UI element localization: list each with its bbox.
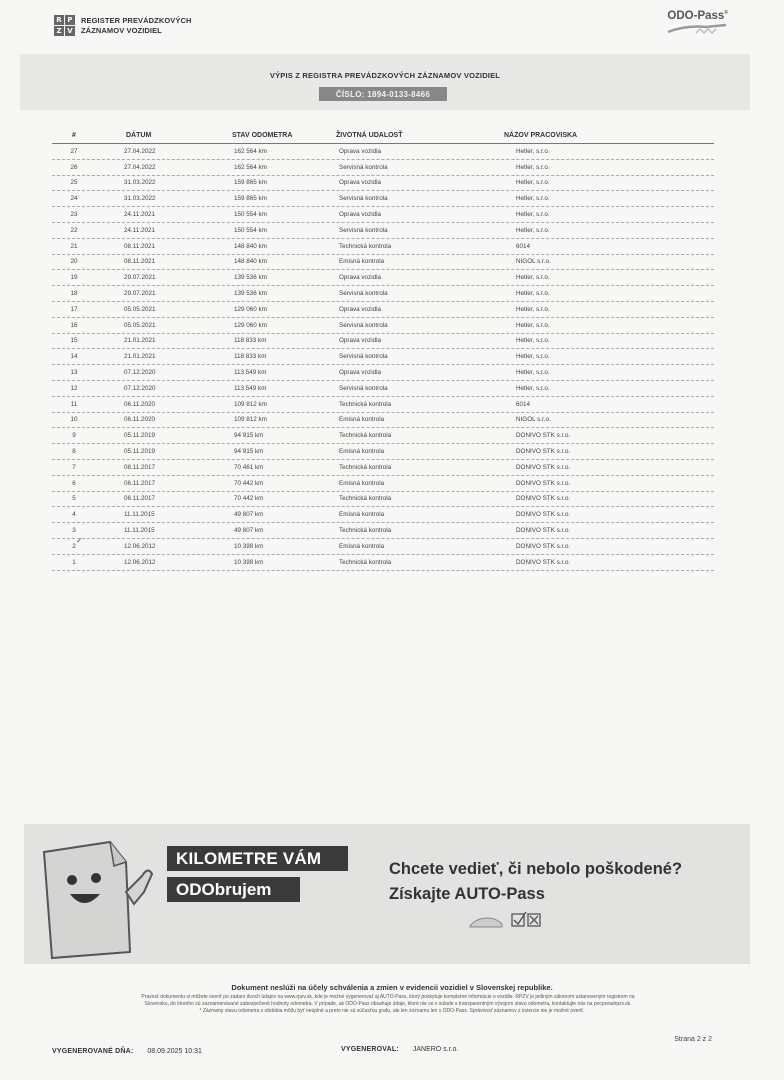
row-date: 29.07.2021 bbox=[124, 274, 156, 282]
row-event: Oprava vozidla bbox=[339, 305, 381, 313]
row-date: 06.11.2020 bbox=[124, 400, 156, 408]
row-event: Oprava vozidla bbox=[339, 337, 381, 345]
row-number: 9 bbox=[72, 432, 76, 440]
row-number: 26 bbox=[70, 163, 78, 171]
row-event: Servisná kontrola bbox=[339, 195, 388, 203]
row-event: Technická kontrola bbox=[339, 400, 392, 408]
row-workplace: 6014 bbox=[516, 242, 531, 250]
row-odometer: 118 833 km bbox=[234, 353, 267, 361]
row-workplace: Hetler, s.r.o. bbox=[516, 274, 550, 282]
generated-date-value: 08.09.2025 10:31 bbox=[147, 1048, 202, 1055]
row-event: Servisná kontrola bbox=[339, 321, 388, 329]
row-number: 7 bbox=[72, 463, 76, 471]
row-number: 22 bbox=[70, 226, 78, 234]
row-event: Emisná kontrola bbox=[339, 258, 385, 266]
row-workplace: Hetler, s.r.o. bbox=[516, 163, 550, 171]
row-date: 05.05.2021 bbox=[124, 321, 156, 329]
row-workplace: DONIVO STK s.r.o. bbox=[516, 558, 571, 566]
row-workplace: DONIVO STK s.r.o. bbox=[516, 432, 571, 440]
generated-by bbox=[341, 1046, 458, 1053]
rpzv-letter-z: Z bbox=[54, 26, 64, 36]
row-event: Oprava vozidla bbox=[339, 211, 381, 219]
row-date: 05.05.2021 bbox=[124, 305, 156, 313]
row-workplace: DONIVO STK s.r.o. bbox=[516, 495, 571, 503]
row-event: Servisná kontrola bbox=[339, 353, 388, 361]
registry-logo bbox=[54, 15, 192, 36]
row-odometer: 162 564 km bbox=[234, 163, 267, 171]
rpzv-letter-r: R bbox=[54, 15, 64, 25]
row-odometer: 113 549 km bbox=[234, 384, 267, 392]
table-row bbox=[52, 286, 714, 302]
row-event: Technická kontrola bbox=[339, 463, 392, 471]
row-workplace: DONIVO STK s.r.o. bbox=[516, 542, 571, 550]
table-row bbox=[52, 381, 714, 397]
row-date: 12.06.2012 bbox=[124, 558, 156, 566]
footer-small-line-1: Pravosť dokumentu si môžete overiť po zadaní dvoch údajov na www.rpzv.sk, kde je možné vygenerovať aj AUTO-Pass, ktorý poskytuje kompletné informácie o vozidle. RPZV je jediným zákonom ustanoveným registrom na bbox=[141, 994, 635, 1000]
row-event: Technická kontrola bbox=[339, 432, 392, 440]
row-event: Oprava vozidla bbox=[339, 147, 381, 155]
row-odometer: 70 442 km bbox=[234, 495, 264, 503]
row-date: 31.03.2022 bbox=[124, 195, 156, 203]
row-date: 05.11.2019 bbox=[124, 448, 156, 456]
row-date: 06.11.2020 bbox=[124, 416, 156, 424]
odometer-mascot-icon bbox=[30, 832, 160, 962]
generated-by-value: JANERO s.r.o. bbox=[412, 1046, 459, 1053]
row-event: Oprava vozidla bbox=[339, 369, 381, 377]
row-event: Emisná kontrola bbox=[339, 511, 385, 519]
row-odometer: 129 060 km bbox=[234, 321, 267, 329]
pen-mark-icon: ✓ bbox=[76, 536, 83, 545]
row-odometer: 109 812 km bbox=[234, 416, 267, 424]
table-row bbox=[52, 507, 714, 523]
row-odometer: 109 812 km bbox=[234, 400, 267, 408]
odo-pass-registered-mark: ® bbox=[724, 10, 728, 17]
row-date: 11.11.2015 bbox=[124, 527, 155, 535]
registry-line-2: ZÁZNAMOV VOZIDIEL bbox=[81, 25, 162, 35]
row-date: 24.11.2021 bbox=[124, 226, 156, 234]
row-workplace: DONIVO STK s.r.o. bbox=[516, 448, 571, 456]
table-row bbox=[52, 239, 714, 255]
row-number: 27 bbox=[70, 147, 78, 155]
row-event: Emisná kontrola bbox=[339, 416, 385, 424]
footer-verification-text bbox=[58, 994, 718, 1007]
row-workplace: DONIVO STK s.r.o. bbox=[516, 527, 571, 535]
row-number: 15 bbox=[70, 337, 78, 345]
row-workplace: Hetler, s.r.o. bbox=[516, 226, 550, 234]
row-date: 05.11.2019 bbox=[124, 432, 156, 440]
row-date: 06.11.2017 bbox=[124, 495, 156, 503]
row-odometer: 162 564 km bbox=[234, 147, 267, 155]
row-date: 21.01.2021 bbox=[124, 353, 156, 361]
table-body bbox=[52, 144, 714, 571]
row-number: 8 bbox=[72, 448, 76, 456]
table-row bbox=[52, 160, 714, 176]
generated-by-label: VYGENEROVAL: bbox=[341, 1046, 399, 1053]
banner-question: Chcete vedieť, či nebolo poškodené? bbox=[389, 860, 683, 878]
row-number: 25 bbox=[70, 179, 78, 187]
row-odometer: 70 442 km bbox=[234, 479, 264, 487]
header-number: # bbox=[72, 131, 76, 139]
title-band bbox=[20, 54, 750, 110]
table-row bbox=[52, 460, 714, 476]
row-odometer: 49 807 km bbox=[234, 511, 264, 519]
row-number: 14 bbox=[70, 353, 78, 361]
document-title: VÝPIS Z REGISTRA PREVÁDZKOVÝCH ZÁZNAMOV VOZIDIEL bbox=[269, 71, 501, 80]
car-check-icon bbox=[466, 910, 556, 932]
row-number: 5 bbox=[72, 495, 76, 503]
row-date: 08.11.2017 bbox=[124, 463, 156, 471]
row-date: 08.11.2021 bbox=[124, 258, 156, 266]
banner-km-line: KILOMETRE VÁM bbox=[167, 846, 348, 871]
table-row bbox=[52, 539, 714, 555]
row-event: Emisná kontrola bbox=[339, 448, 385, 456]
row-date: 07.12.2020 bbox=[124, 384, 156, 392]
table-row bbox=[52, 444, 714, 460]
row-workplace: Hetler, s.r.o. bbox=[516, 321, 550, 329]
registry-line-1: REGISTER PREVÁDZKOVÝCH bbox=[81, 15, 192, 25]
header-odometer: STAV ODOMETRA bbox=[232, 131, 293, 139]
row-number: 3 bbox=[72, 527, 76, 535]
row-workplace: NIGOL s.r.o. bbox=[516, 416, 551, 424]
row-event: Oprava vozidla bbox=[339, 179, 381, 187]
row-number: 13 bbox=[70, 369, 78, 377]
header-date: DÁTUM bbox=[126, 131, 152, 139]
table-row bbox=[52, 176, 714, 192]
row-date: 29.07.2021 bbox=[124, 290, 156, 298]
row-event: Technická kontrola bbox=[339, 558, 392, 566]
document-number-badge: ČÍSLO: 1894-0133-8466 bbox=[319, 87, 447, 101]
row-event: Emisná kontrola bbox=[339, 479, 385, 487]
generated-date bbox=[52, 1048, 202, 1055]
odo-pass-brand bbox=[666, 10, 728, 22]
table-row bbox=[52, 476, 714, 492]
row-number: 6 bbox=[72, 479, 76, 487]
table-row bbox=[52, 223, 714, 239]
row-number: 24 bbox=[70, 195, 78, 203]
row-event: Oprava vozidla bbox=[339, 274, 381, 282]
row-date: 06.11.2017 bbox=[124, 479, 156, 487]
banner-odo-line: ODObrujem bbox=[167, 877, 300, 902]
table-row bbox=[52, 255, 714, 271]
row-workplace: Hetler, s.r.o. bbox=[516, 290, 550, 298]
row-event: Servisná kontrola bbox=[339, 290, 388, 298]
row-date: 08.11.2021 bbox=[124, 242, 156, 250]
odo-pass-swoosh-icon bbox=[666, 23, 728, 35]
odometer-records-table bbox=[52, 127, 714, 571]
promo-banner bbox=[24, 824, 750, 964]
row-workplace: Hetler, s.r.o. bbox=[516, 369, 550, 377]
table-row bbox=[52, 349, 714, 365]
table-row bbox=[52, 318, 714, 334]
rpzv-letter-p: P bbox=[65, 15, 75, 25]
table-row bbox=[52, 270, 714, 286]
table-row bbox=[52, 207, 714, 223]
row-number: 12 bbox=[70, 384, 78, 392]
table-row bbox=[52, 365, 714, 381]
table-row bbox=[52, 492, 714, 508]
row-number: 18 bbox=[70, 290, 78, 298]
odo-pass-logo bbox=[666, 10, 728, 35]
row-date: 07.12.2020 bbox=[124, 369, 156, 377]
row-event: Servisná kontrola bbox=[339, 384, 388, 392]
row-number: 1 bbox=[72, 558, 76, 566]
row-event: Technická kontrola bbox=[339, 527, 392, 535]
row-workplace: 6014 bbox=[516, 400, 531, 408]
registry-name bbox=[81, 16, 192, 36]
row-odometer: 159 865 km bbox=[234, 179, 267, 187]
table-header bbox=[52, 127, 714, 144]
table-row bbox=[52, 191, 714, 207]
row-odometer: 129 060 km bbox=[234, 305, 267, 313]
table-row bbox=[52, 397, 714, 413]
row-workplace: Hetler, s.r.o. bbox=[516, 353, 550, 361]
row-odometer: 113 549 km bbox=[234, 369, 267, 377]
footer-star-note: * Záznamy stavu odometra z obdobia môžu byť neúplné a preto nie sú súčasťou grafu, ale len zoznamu len v ODO-Pass. Správnosť záznamov z inzercie nie je možné overiť. bbox=[199, 1008, 585, 1014]
page-number: Strana 2 z 2 bbox=[674, 1036, 712, 1043]
table-row bbox=[52, 523, 714, 539]
row-date: 27.04.2022 bbox=[124, 163, 156, 171]
row-number: 21 bbox=[70, 242, 78, 250]
row-date: 24.11.2021 bbox=[124, 211, 156, 219]
row-number: 11 bbox=[70, 400, 78, 408]
table-row bbox=[52, 555, 714, 571]
row-number: 2 bbox=[72, 542, 76, 550]
row-odometer: 139 536 km bbox=[234, 274, 267, 282]
row-odometer: 148 840 km bbox=[234, 242, 267, 250]
row-number: 16 bbox=[70, 321, 78, 329]
row-workplace: Hetler, s.r.o. bbox=[516, 305, 550, 313]
row-workplace: Hetler, s.r.o. bbox=[516, 179, 550, 187]
row-number: 20 bbox=[70, 258, 78, 266]
row-number: 23 bbox=[70, 211, 78, 219]
row-number: 10 bbox=[70, 416, 78, 424]
footer-small-line-2: Slovensku, do ktorého sú zaznamenávané zabezpečené hodnoty odometra. V prípade, ak ODO-Pass obsahuje údaje, ktoré nie sú v súlade s transparentným vývojom stavu odometra, kontaktujte nás na pocporadrpzv.sk. bbox=[144, 1000, 632, 1007]
row-odometer: 150 554 km bbox=[234, 211, 267, 219]
header-workplace: NÁZOV PRACOVISKA bbox=[504, 131, 578, 139]
row-number: 17 bbox=[70, 305, 78, 313]
row-workplace: Hetler, s.r.o. bbox=[516, 337, 550, 345]
odo-pass-brand-text: ODO-Pass bbox=[667, 10, 725, 22]
row-odometer: 94 915 km bbox=[234, 432, 264, 440]
row-odometer: 94 915 km bbox=[234, 448, 264, 456]
table-row bbox=[52, 302, 714, 318]
row-number: 4 bbox=[72, 511, 76, 519]
row-odometer: 159 865 km bbox=[234, 195, 267, 203]
banner-cta[interactable]: Získajte AUTO-Pass bbox=[389, 885, 545, 903]
table-row bbox=[52, 334, 714, 350]
row-event: Technická kontrola bbox=[339, 495, 392, 503]
header-event: ŽIVOTNÁ UDALOSŤ bbox=[336, 131, 403, 139]
footer-disclaimer: Dokument neslúži na účely schválenia a zmien v evidencii vozidiel v Slovenskej republike. bbox=[231, 983, 553, 992]
generated-date-label: VYGENEROVANÉ DŇA: bbox=[52, 1048, 134, 1055]
rpzv-logo-mark bbox=[54, 15, 75, 36]
row-odometer: 139 536 km bbox=[234, 290, 267, 298]
table-row bbox=[52, 428, 714, 444]
row-odometer: 49 807 km bbox=[234, 527, 264, 535]
row-date: 27.04.2022 bbox=[124, 147, 156, 155]
row-date: 31.03.2022 bbox=[124, 179, 156, 187]
row-event: Servisná kontrola bbox=[339, 226, 388, 234]
row-workplace: Hetler, s.r.o. bbox=[516, 211, 550, 219]
row-workplace: Hetler, s.r.o. bbox=[516, 147, 550, 155]
row-odometer: 118 833 km bbox=[234, 337, 267, 345]
row-event: Technická kontrola bbox=[339, 242, 392, 250]
row-workplace: Hetler, s.r.o. bbox=[516, 195, 550, 203]
row-workplace: DONIVO STK s.r.o. bbox=[516, 463, 571, 471]
row-odometer: 70 461 km bbox=[234, 463, 264, 471]
table-row bbox=[52, 144, 714, 160]
rpzv-letter-v: V bbox=[65, 26, 75, 36]
row-workplace: DONIVO STK s.r.o. bbox=[516, 479, 571, 487]
row-odometer: 150 554 km bbox=[234, 226, 267, 234]
row-event: Servisná kontrola bbox=[339, 163, 388, 171]
table-row bbox=[52, 413, 714, 429]
row-workplace: NIGOL s.r.o. bbox=[516, 258, 551, 266]
row-workplace: Hetler, s.r.o. bbox=[516, 384, 550, 392]
row-odometer: 10 398 km bbox=[234, 558, 264, 566]
row-odometer: 148 840 km bbox=[234, 258, 267, 266]
row-number: 19 bbox=[70, 274, 78, 282]
row-event: Emisná kontrola bbox=[339, 542, 385, 550]
row-date: 11.11.2015 bbox=[124, 511, 155, 519]
row-date: 12.06.2012 bbox=[124, 542, 156, 550]
row-odometer: 10 398 km bbox=[234, 542, 264, 550]
row-workplace: DONIVO STK s.r.o. bbox=[516, 511, 571, 519]
row-date: 21.01.2021 bbox=[124, 337, 156, 345]
